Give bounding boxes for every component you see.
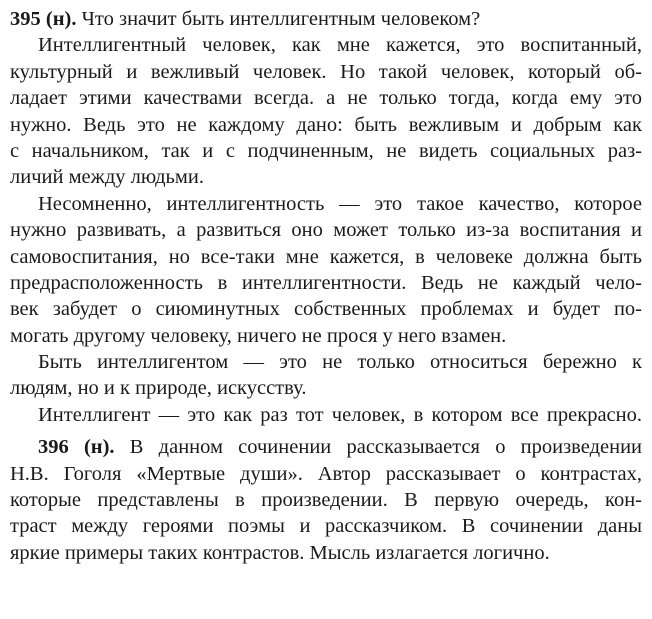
paragraph-4 <box>10 402 642 428</box>
text-line: Интеллигент — это как раз тот человек, в котором все прекрасно. <box>38 403 642 426</box>
text-fragment: В данном сочинении рассказывается о произведении <box>129 436 643 459</box>
text-line: Несомненно, интеллигентность — это такое качество, которое <box>38 192 642 215</box>
text-line: людям, но и к природе, искусству. <box>10 377 307 400</box>
text-line: век забудет о сиюминутных собственных проблемах и будет по- <box>10 298 642 321</box>
text-line: которые представлены в произведении. В первую очередь, кон- <box>10 489 642 512</box>
text-line: могать другому человеку, ничего не прося у него взамен. <box>10 324 507 347</box>
text-line: Н.В. Гоголя «Мертвые души». Автор рассказывает о контрастах, <box>10 462 642 485</box>
text-line: самовоспитания, но все-таки мне кажется, в человеке должна быть <box>10 245 642 268</box>
text-line: ладает этими качествами всегда. а не только тогда, когда ему это <box>10 87 642 110</box>
paragraph-3 <box>10 349 642 402</box>
task-395-heading <box>10 6 642 32</box>
task-number: 396 (н). <box>38 436 115 459</box>
paragraph-1 <box>10 32 642 190</box>
task-number: 395 (н). <box>10 8 77 30</box>
task-question: Что значит быть интеллигентным человеком? <box>81 8 481 30</box>
text-line: нужно. Ведь это не каждому дано: быть вежливым и добрым как <box>10 113 642 136</box>
text-line: траст между героями поэмы и рассказчиком. В сочинении даны <box>10 515 642 538</box>
task-396-first-line <box>10 434 642 460</box>
paragraph-2 <box>10 191 642 349</box>
text-line: личий между людьми. <box>10 166 204 189</box>
task-396 <box>10 434 642 566</box>
text-line: Быть интеллигентом — это не только относиться бережно к <box>38 351 642 374</box>
text-line: яркие примеры таких контрастов. Мысль излагается логично. <box>10 541 550 564</box>
text-line: предрасположенность в интеллигентности. Ведь не каждый чело- <box>10 271 642 294</box>
text-line: с начальником, так и с подчиненным, не видеть социальных раз- <box>10 139 642 162</box>
text-line: Интеллигентный человек, как мне кажется, это воспитанный, <box>38 34 642 57</box>
text-line: нужно развивать, а развиться оно может только из-за воспитания и <box>10 219 642 242</box>
textbook-page <box>10 6 642 566</box>
text-line: культурный и вежливый человек. Но такой человек, который об- <box>10 60 642 83</box>
